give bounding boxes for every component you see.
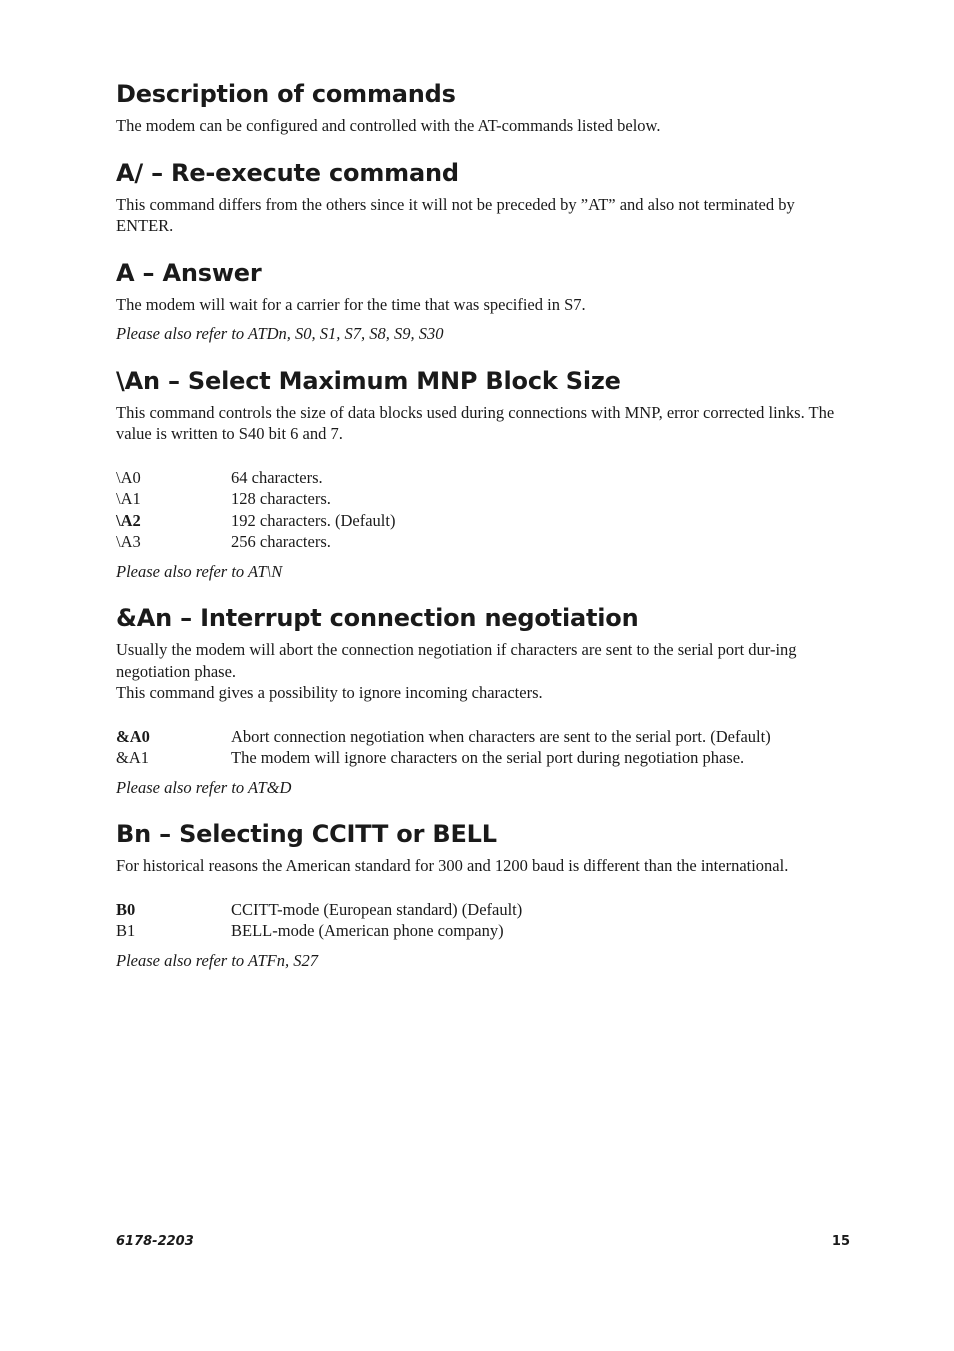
page-number: 15 xyxy=(831,1234,850,1249)
section-heading: Bn – Selecting CCITT or BELL xyxy=(116,820,497,848)
option-key: \A3 xyxy=(116,532,141,551)
refer-note: Please also refer to ATDn, S0, S1, S7, S8, S9, S30 xyxy=(116,324,444,343)
page-content xyxy=(116,80,856,971)
option-value: BELL-mode (American phone company) xyxy=(231,921,504,940)
section-paragraph: The modem can be configured and controlled with the AT-commands listed below. xyxy=(116,116,661,135)
option-row xyxy=(116,747,856,769)
page-footer xyxy=(116,1234,850,1249)
option-value: 256 characters. xyxy=(231,532,331,551)
option-row xyxy=(116,467,856,489)
option-row xyxy=(116,899,856,921)
option-key: B0 xyxy=(116,899,136,919)
option-key: &A1 xyxy=(116,748,149,767)
option-key: \A0 xyxy=(116,467,141,487)
option-row xyxy=(116,531,856,553)
option-value: The modem will ignore characters on the serial port during negotiation phase. xyxy=(231,748,745,767)
option-key: &A0 xyxy=(116,726,150,746)
option-key: \A1 xyxy=(116,489,141,508)
option-row xyxy=(116,488,856,510)
refer-note: Please also refer to ATFn, S27 xyxy=(116,950,318,970)
option-row xyxy=(116,726,856,748)
document-number: 6178-2203 xyxy=(116,1234,194,1249)
section-heading: Description of commands xyxy=(116,80,456,108)
option-row xyxy=(116,510,856,532)
refer-note: Please also refer to AT&D xyxy=(116,777,292,797)
refer-note: Please also refer to AT\N xyxy=(116,561,283,581)
section-paragraph: The modem will wait for a carrier for the time that was specified in S7. xyxy=(116,294,586,314)
section-heading: \An – Select Maximum MNP Block Size xyxy=(116,366,621,395)
section-paragraph: For historical reasons the American standard for 300 and 1200 baud is different than the international. xyxy=(116,856,789,875)
option-value: 128 characters. xyxy=(231,489,331,508)
section-paragraph: Usually the modem will abort the connection negotiation if characters are sent to the serial port dur-ing negotiation phase. xyxy=(116,640,797,681)
option-key: B1 xyxy=(116,921,136,940)
section-heading: A/ – Re-execute command xyxy=(116,158,459,187)
option-value: Abort connection negotiation when characters are sent to the serial port. (Default) xyxy=(231,726,771,746)
section-paragraph: This command differs from the others since it will not be preceded by ”AT” and also not terminated by ENTER. xyxy=(116,194,795,235)
option-key: \A2 xyxy=(116,510,141,530)
option-value: 64 characters. xyxy=(231,467,323,487)
option-value: CCITT-mode (European standard) (Default) xyxy=(231,899,523,919)
section-paragraph: This command gives a possibility to ignore incoming characters. xyxy=(116,683,543,702)
option-value: 192 characters. (Default) xyxy=(231,510,396,530)
section-paragraph: This command controls the size of data blocks used during connections with MNP, error corrected links. The value is written to S40 bit 6 and 7. xyxy=(116,402,835,443)
section-heading: &An – Interrupt connection negotiation xyxy=(116,604,639,632)
section-heading: A – Answer xyxy=(116,258,262,287)
option-row xyxy=(116,920,856,942)
